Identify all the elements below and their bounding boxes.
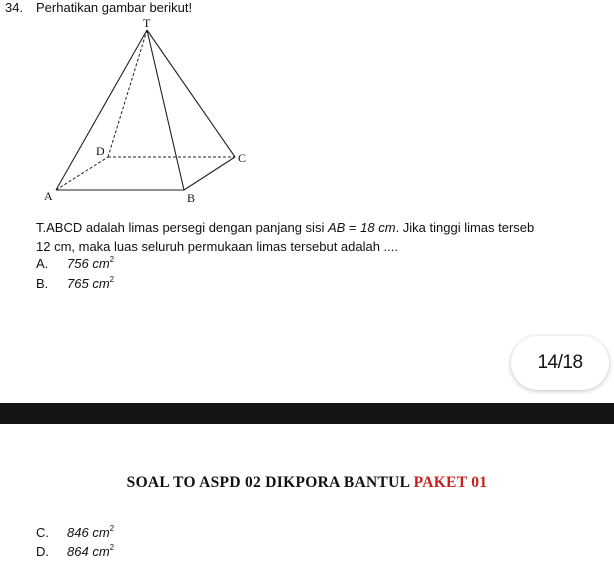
option-d[interactable]: D. 864 $cm^2$ [36,543,115,559]
edge-tb [147,30,184,190]
edge-ta [56,30,147,190]
paket-label: PAKET 01 [413,474,488,491]
label-t: T [143,16,151,30]
question-heading: Perhatikan gambar berikut! [36,0,193,15]
label-b: B [187,191,196,205]
question-line-2: 12 cm, maka luas seluruh permukaan limas tersebut adalah .... [36,239,399,254]
divider-bar [0,403,614,424]
label-d: D [96,144,105,158]
question-line-1: T.ABCD adalah limas persegi dengan panjang sisi AB = 18 cm. Jika tinggi limas terseb [36,220,535,235]
question-text [36,218,614,256]
option-c[interactable]: C. 846 $cm^2$ [36,524,115,540]
exam-banner: SOAL TO ASPD 02 DIKPORA BANTUL PAKET 01 [126,474,488,491]
edge-tc [147,30,235,157]
edge-ad [56,157,108,190]
page-indicator: 14/18 [511,336,609,390]
label-c: C [238,151,247,165]
pyramid-figure [40,16,250,206]
question-number: 34. [5,0,24,15]
option-b[interactable]: B. 765 $cm^2$ [36,275,115,291]
label-a: A [44,189,53,203]
option-a[interactable]: A. 756 $cm^2$ [36,255,115,271]
segment-ab: AB [327,220,346,235]
edge-bc [184,157,235,190]
edge-td [108,30,147,157]
